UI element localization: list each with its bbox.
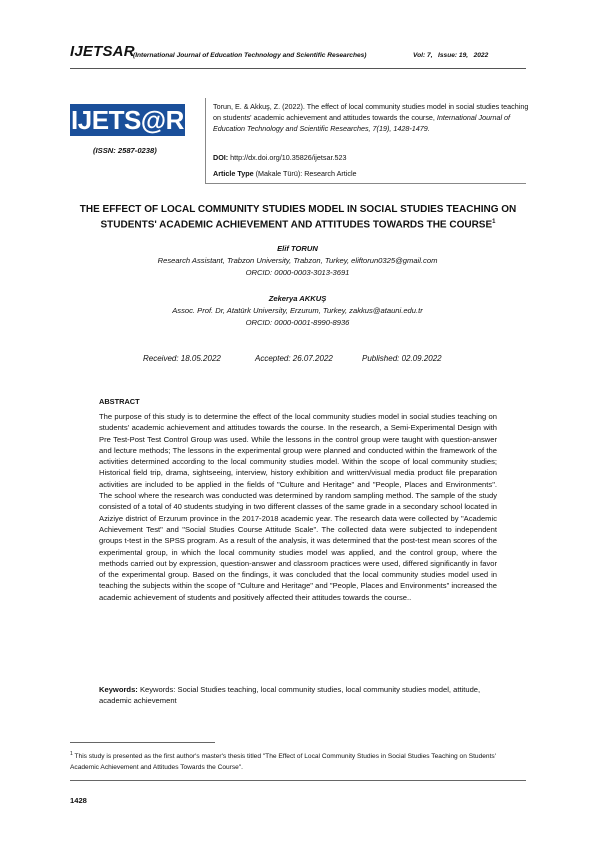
article-type-line (213, 169, 357, 178)
citation-journal: International Journal of Education Technology and Scientific Researches, 7(19), 1428-1479. (213, 112, 511, 133)
footnote-text: This study is presented as the first author's master's thesis titled "The Effect of Local Community Studies in Social Studies Teaching on Students' Academic Achievement and Attitudes Towards the Course". (70, 753, 496, 771)
footnote-rule (70, 742, 215, 743)
article-title (75, 203, 521, 231)
doi-line (213, 153, 346, 162)
keywords-text: Keywords: Social Studies teaching, local community studies, local community studies model, attitude, academic achievement (99, 685, 481, 706)
citation-article-title: The effect of local community studies model in social studies teaching on students' academic achievement and attitudes towards the course, (213, 102, 529, 122)
footnote (70, 749, 526, 773)
author-2-name: Zekerya AKKUŞ (268, 294, 327, 303)
doi-label: DOI: (213, 153, 229, 162)
title-line-1: THE EFFECT OF LOCAL COMMUNITY STUDIES MODEL IN SOCIAL STUDIES TEACHING ON (79, 204, 517, 215)
journal-full-name: (International Journal of Education Technology and Scientific Researches) (133, 52, 367, 59)
accepted-date: Accepted: 26.07.2022 (255, 354, 333, 363)
citation-authors: Torun, E. & Akkuş, Z. (2022). (213, 102, 305, 111)
citation-divider (205, 98, 206, 183)
keywords (99, 684, 497, 707)
author-1-name: Elif TORUN (277, 244, 318, 253)
title-line-2: STUDENTS' ACADEMIC ACHIEVEMENT AND ATTITUDES TOWARDS THE COURSE (100, 219, 493, 231)
received-date: Received: 18.05.2022 (143, 354, 221, 363)
citation (213, 102, 531, 134)
title-footnote-mark[interactable]: 1 (492, 219, 496, 225)
abstract-text: The purpose of this study is to determine the effect of the local community studies model in social studies teaching on students' academic achievement and attitudes towards the course. In the research, a Semi-Experimental Design with Pre Test-Post Test Control Group was used. While the lessons in the control group were taught with question-answer and lecture methods; The lessons in the experimental group were planned and conducted within the framework of the activities determined according to the local community studies model. Within the scope of local community studies; Historical field trip, drama, sightseeing, interview, history exhibition and written/visual media product file preparation activities are included to be applied in the fields of "Culture and Heritage" and "People, Places and Environments". The school where the research was conducted was determined by random sampling method. The sample of the study consisted of a total of 40 students studying in two different classes of the same grade in a secondary school located in Aziziye district of Erzurum province in the 2017-2018 academic year. The research data were collected by "Academic Achievement Test" and "Social Studies Course Attitude Scale". The collected data were subjected to independent groups t-test in the SPSS program. As a result of the analysis, it was determined that the post-test mean scores of the experimental group, in which the local community studies model was applied, and the control group, where the methods carried out by expression, question-answer and classroom practices were used, differed significantly in favor of the experimental group. Based on the findings, it was concluded that the local community studies model used in teaching the subjects within the scope of "Culture and Heritage" and "People, Places and Environments" increased the academic achievement of students and positively affected their attitudes towards the course.. (99, 412, 497, 602)
volume-issue-year: Vol: 7, Issue: 19, 2022 (413, 52, 489, 59)
author-1-affiliation: Research Assistant, Trabzon University, Trabzon, Turkey, eliftorun0325@gmail.com (157, 256, 438, 265)
doi-link[interactable]: http://dx.doi.org/10.35826/ijetsar.523 (230, 153, 347, 162)
citation-rule (205, 183, 526, 184)
author-1-orcid[interactable]: ORCID: 0000-0003-3013-3691 (245, 268, 350, 277)
issn: (ISSN: 2587-0238) (93, 146, 157, 155)
footnote-mark: 1 (70, 751, 73, 757)
header-rule (70, 68, 526, 69)
footer-rule (70, 780, 526, 781)
page-number: 1428 (70, 796, 87, 805)
author-2-orcid[interactable]: ORCID: 0000-0001-8990-8936 (245, 318, 350, 327)
article-type-value: Research Article (304, 169, 357, 178)
author-2-affiliation: Assoc. Prof. Dr, Atatürk University, Erzurum, Turkey, zakkus@atauni.edu.tr (172, 306, 423, 315)
article-type-label-tr: (Makale Türü): (255, 169, 303, 178)
journal-logo: IJETS@R (71, 105, 184, 135)
article-type-label: Article Type (213, 169, 254, 178)
journal-name: IJETSAR (70, 43, 135, 60)
keywords-label: Keywords: (99, 685, 138, 694)
abstract-heading: ABSTRACT (99, 397, 140, 406)
published-date: Published: 02.09.2022 (362, 354, 442, 363)
